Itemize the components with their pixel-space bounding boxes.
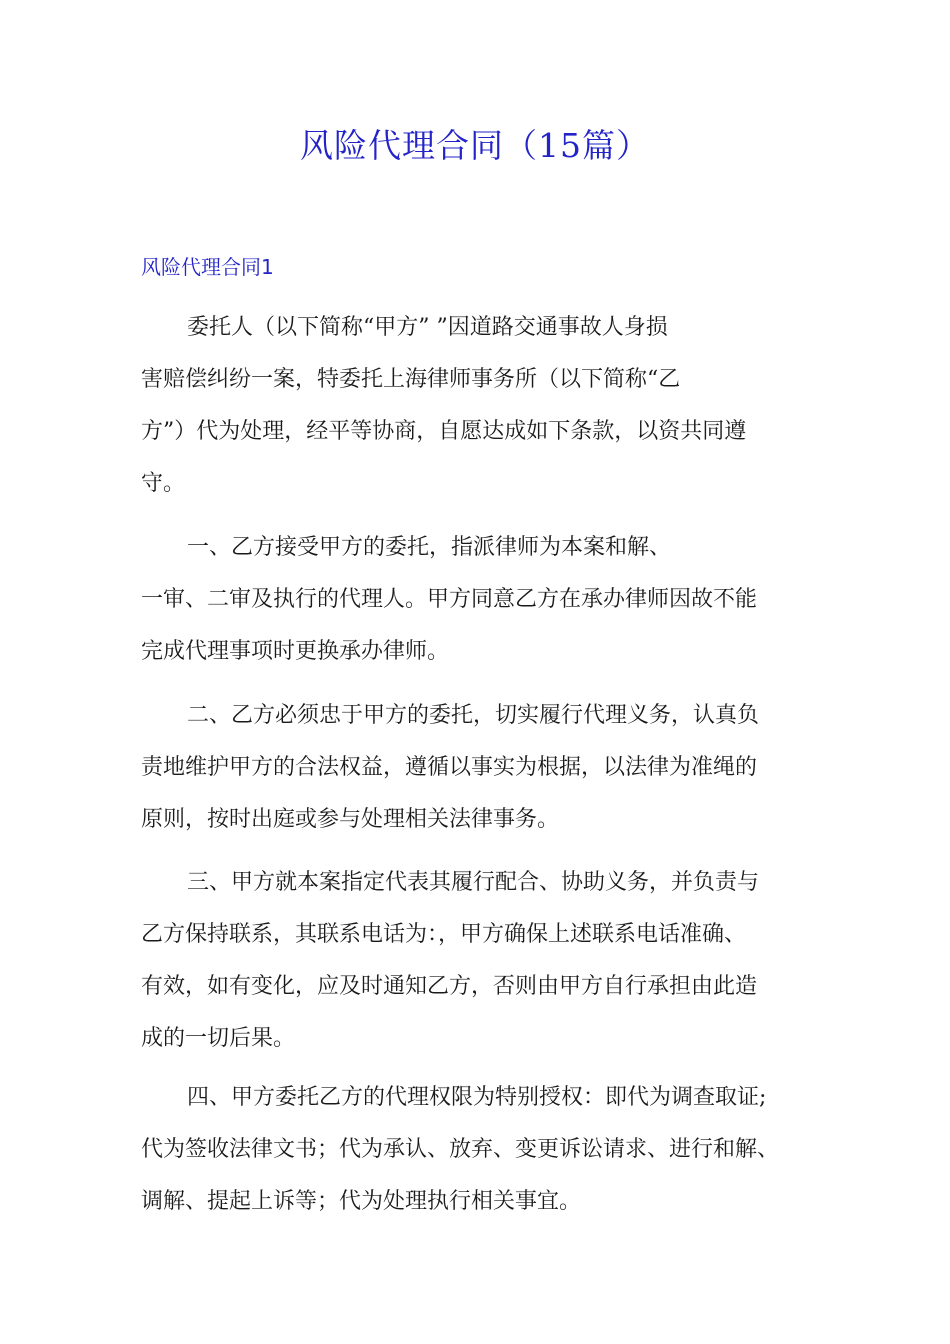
paragraph-intro (141, 302, 821, 510)
paragraph-line: 代为签收法律文书；代为承认、放弃、变更诉讼请求、进行和解、 (141, 1137, 780, 1162)
paragraph-line: 一审、二审及执行的代理人。甲方同意乙方在承办律师因故不能 (141, 587, 758, 612)
paragraph-clause-3 (141, 857, 821, 1065)
paragraph-line: 四、甲方委托乙方的代理权限为特别授权：即代为调查取证; (187, 1085, 767, 1110)
section-heading: 风险代理合同1 (141, 255, 274, 279)
paragraph-line: 乙方保持联系，其联系电话为：，甲方确保上述联系电话准确、 (141, 922, 747, 947)
paragraph-clause-2 (141, 690, 821, 846)
paragraph-line: 调解、提起上诉等；代为处理执行相关事宜。 (141, 1189, 582, 1214)
paragraph-line: 责地维护甲方的合法权益，遵循以事实为根据，以法律为准绳的 (141, 755, 758, 780)
paragraph-line: 二、乙方必须忠于甲方的委托，切实履行代理义务，认真负 (187, 703, 760, 728)
document-title: 风险代理合同（15篇） (300, 126, 650, 165)
paragraph-clause-4 (141, 1072, 821, 1228)
paragraph-clause-1 (141, 522, 821, 678)
paragraph-line: 一、乙方接受甲方的委托，指派律师为本案和解、 (187, 535, 672, 560)
paragraph-line: 原则，按时出庭或参与处理相关法律事务。 (141, 807, 560, 832)
paragraph-line: 害赔偿纠纷一案，特委托上海律师事务所（以下简称“乙 (141, 367, 681, 392)
paragraph-line: 守。 (141, 471, 186, 496)
paragraph-line: 完成代理事项时更换承办律师。 (141, 639, 450, 664)
paragraph-line: 成的一切后果。 (141, 1026, 296, 1051)
paragraph-line: 委托人（以下简称“甲方” ”因道路交通事故人身损 (187, 315, 668, 340)
paragraph-line: 三、甲方就本案指定代表其履行配合、协助义务，并负责与 (187, 870, 760, 895)
paragraph-line: 有效，如有变化，应及时通知乙方，否则由甲方自行承担由此造 (141, 974, 758, 999)
paragraph-line: 方”）代为处理，经平等协商，自愿达成如下条款，以资共同遵 (141, 419, 747, 444)
